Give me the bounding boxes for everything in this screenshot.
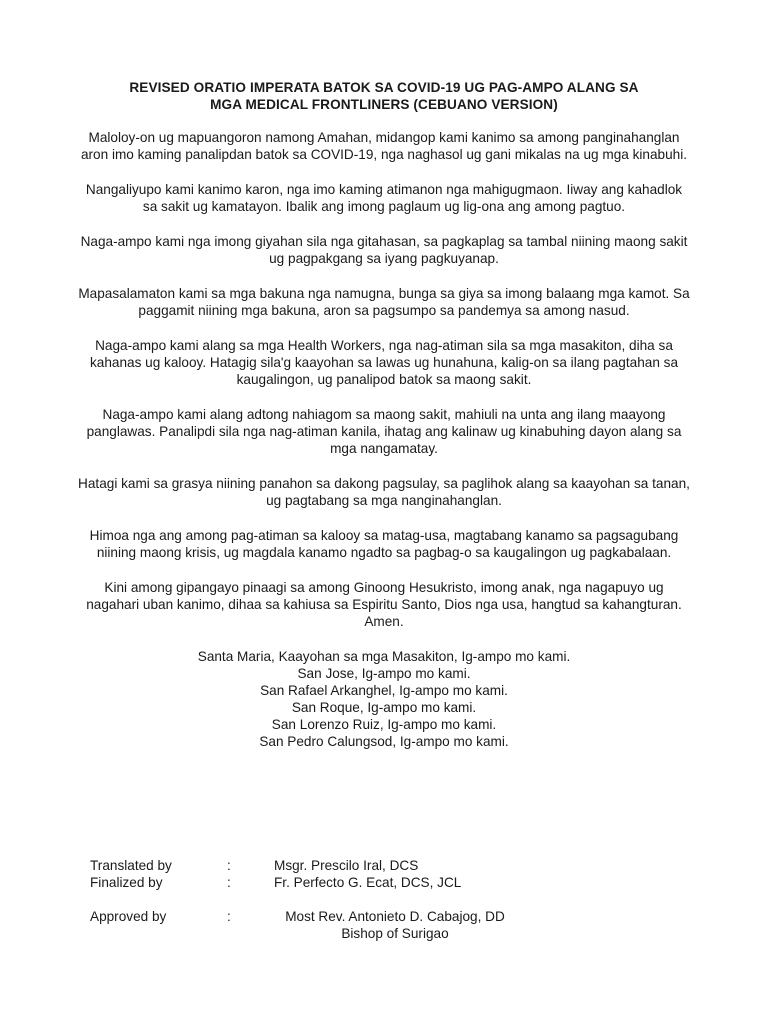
litany-line: San Jose, Ig-ampo mo kami.	[297, 666, 471, 681]
prayer-paragraph: Naga-ampo kami alang adtong nahiagom sa maong sakit, mahiuli na unta ang ilang maayong panglawas. Panalipdi sila nga nag-atiman kanila, ihatag ang kalinaw ug kinabuhing dayon alang sa mga nangamatay.	[86, 407, 682, 456]
credit-label: Finalized by	[90, 875, 163, 890]
litany-line: San Roque, Ig-ampo mo kami.	[291, 700, 477, 715]
prayer-paragraph: Naga-ampo kami alang sa mga Health Workers, nga nag-atiman sila sa mga masakiton, diha sa kahanas ug kalooy. Hatagig sila'g kaayohan sa lawas ug hunahuna, kalig-on sa ilang pagtahan sa kaugalingon, ug panalipod batok sa maong sakit.	[89, 338, 679, 387]
credit-value: Fr. Perfecto G. Ecat, DCS, JCL	[274, 875, 462, 890]
prayer-paragraph: Himoa nga ang among pag-atiman sa kalooy sa matag-usa, magtabang kanamo sa pagsagubang niining maong krisis, ug magdala kanamo ngadto sa pagbag-o sa kaugalingon ug pagkabalaan.	[89, 528, 679, 560]
credit-colon: :	[227, 858, 231, 873]
prayer-paragraph: Mapasalamaton kami sa mga bakuna nga namugna, bunga sa giya sa imong balaang mga kamot. Sa paggamit niining mga bakuna, aron sa pagsumpo sa pandemya sa among nasud.	[78, 286, 690, 318]
litany-line: Santa Maria, Kaayohan sa mga Masakiton, Ig-ampo mo kami.	[197, 649, 571, 664]
credit-approved	[90, 908, 690, 942]
litany-line: San Pedro Calungsod, Ig-ampo mo kami.	[259, 734, 509, 749]
credit-translated	[90, 857, 690, 874]
litany-line: San Lorenzo Ruiz, Ig-ampo mo kami.	[271, 717, 497, 732]
credit-label: Approved by	[90, 909, 167, 924]
prayer-body	[78, 129, 690, 750]
title-line-2: MGA MEDICAL FRONTLINERS (CEBUANO VERSION)	[210, 97, 558, 112]
prayer-paragraph: Kini among gipangayo pinaagi sa among Ginoong Hesukristo, imong anak, nga nagapuyo ug nagahari uban kanimo, dihaa sa kahiusa sa Espiritu Santo, Dios nga usa, hangtud sa kahangturan. Amen.	[86, 580, 682, 629]
prayer-paragraph: Nangaliyupo kami kanimo karon, nga imo kaming atimanon nga mahigugmaon. Iiway ang kahadlok sa sakit ug kamatayon. Ibalik ang imong paglaum ug lig-ona ang among pagtuo.	[85, 182, 683, 214]
prayer-paragraph: Naga-ampo kami nga imong giyahan sila nga gitahasan, sa pagkaplag sa tambal niining maong sakit ug pagpakgang sa iyang pagkuyanap.	[80, 234, 688, 266]
prayer-paragraph: Hatagi kami sa grasya niining panahon sa dakong pagsulay, sa paglihok alang sa kaayohan sa tanan, ug pagtabang sa mga nanginahanglan.	[78, 476, 690, 508]
litany-of-saints	[78, 648, 690, 750]
litany-line: San Rafael Arkanghel, Ig-ampo mo kami.	[260, 683, 508, 698]
credit-label: Translated by	[90, 858, 172, 873]
title-line-1: REVISED ORATIO IMPERATA BATOK SA COVID-19 UG PAG-AMPO ALANG SA	[129, 80, 639, 95]
approver-name: Most Rev. Antonieto D. Cabajog, DD	[285, 909, 505, 924]
credit-value: Msgr. Prescilo Iral, DCS	[274, 858, 419, 873]
document-title	[60, 79, 708, 113]
approver-block	[270, 908, 520, 942]
credits-section	[90, 857, 690, 942]
prayer-paragraph: Maloloy-on ug mapuangoron namong Amahan, midangop kami kanimo sa among panginahanglan aron imo kaming panalipdan batok sa COVID-19, nga naghasol ug gani mikalas na ug mga kinabuhi.	[80, 130, 688, 162]
approver-title: Bishop of Surigao	[341, 926, 449, 941]
credit-colon: :	[227, 875, 231, 890]
credit-finalized	[90, 874, 690, 891]
credit-colon: :	[227, 909, 231, 924]
